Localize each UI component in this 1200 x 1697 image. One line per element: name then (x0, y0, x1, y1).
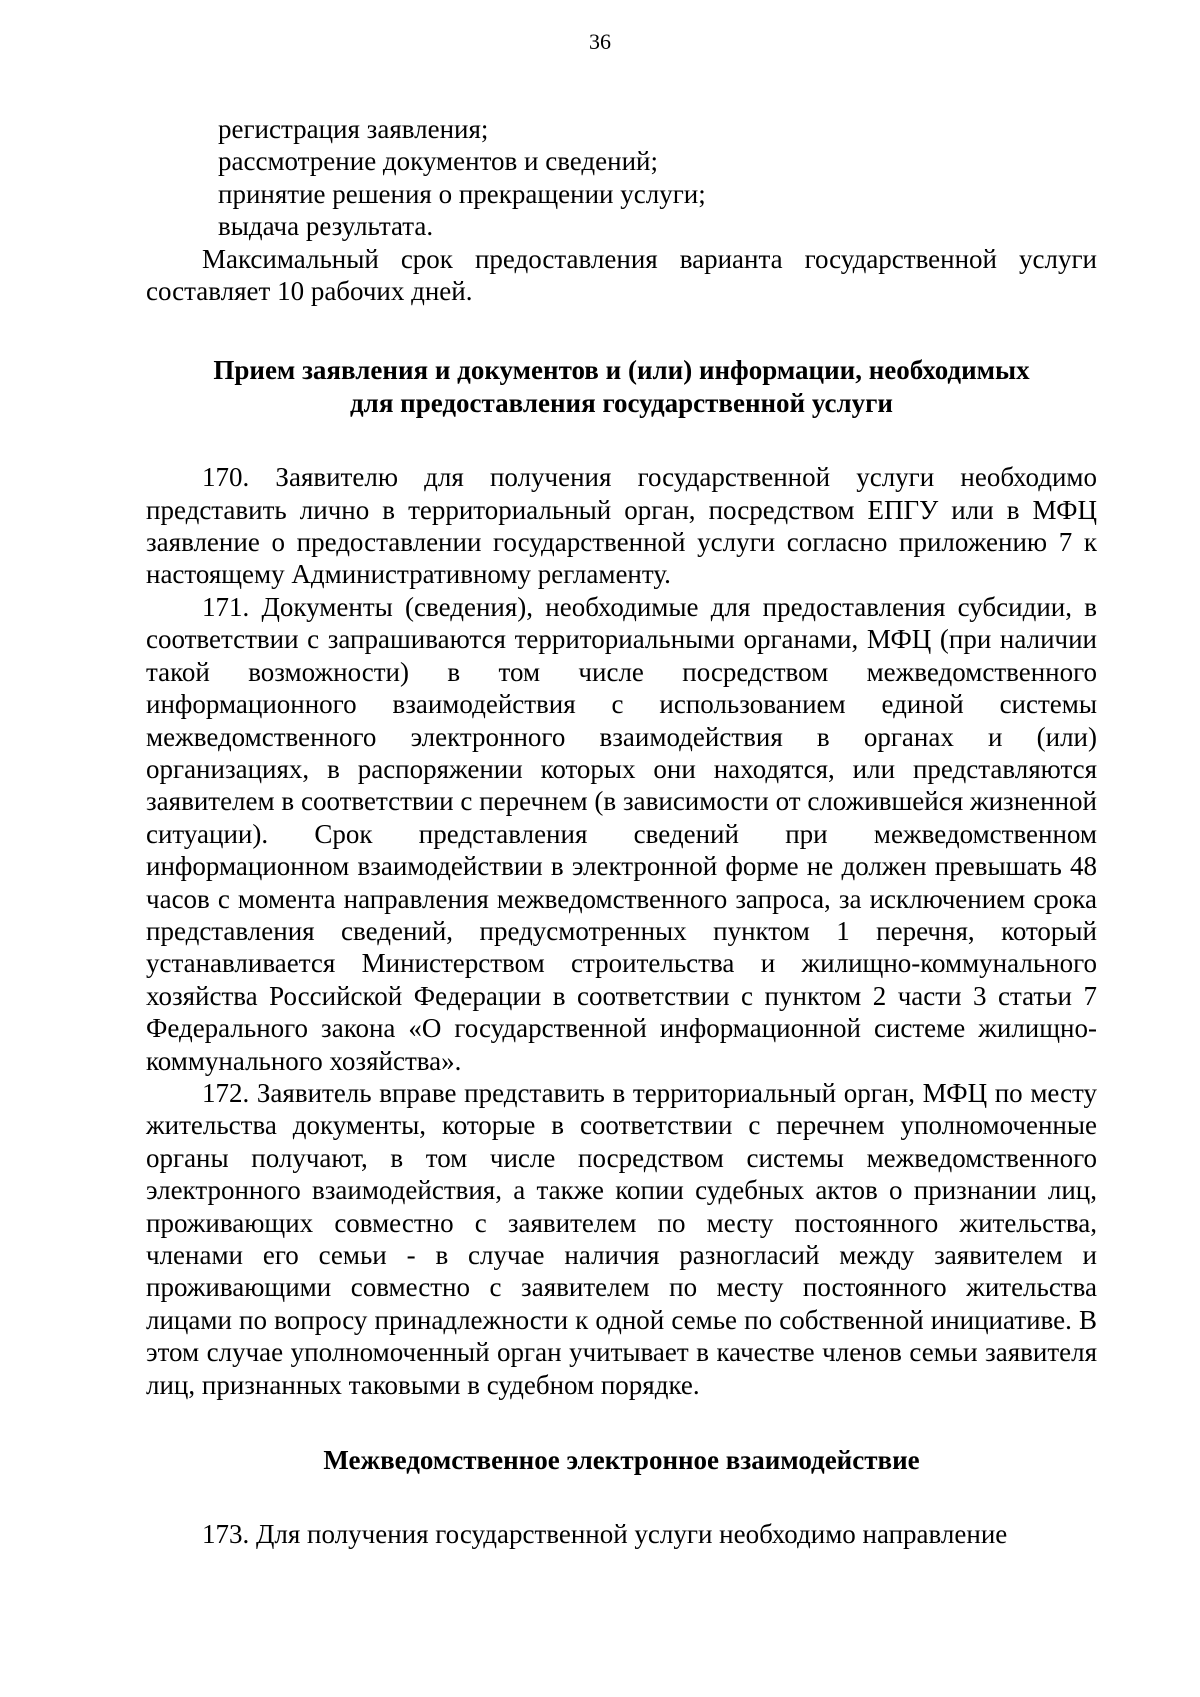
paragraph-173: 173. Для получения государственной услуги необходимо направление (202, 1519, 1008, 1550)
section-heading: Межведомственное электронное взаимодействие (323, 1445, 920, 1476)
section-heading-line: для предоставления государственной услуги (350, 387, 893, 418)
max-term-paragraph: Максимальный срок предоставления варианта государственной услуги составляет 10 рабочих дней. (146, 243, 1097, 307)
document-body (146, 113, 1097, 1551)
step-item: регистрация заявления; (218, 114, 489, 144)
paragraph-172: 172. Заявитель вправе представить в территориальный орган, МФЦ по месту жительства документы, которые в соответствии с перечнем уполномоченные органы получают, в том числе посредством системы межведомственного электронного взаимодействия, а также копии судебных актов о признании лиц, проживающих совместно с заявителем по месту постоянного жительства, членами его семьи - в случае наличия разногласий между заявителем и проживающими совместно с заявителем по месту постоянного жительства лицами по вопросу принадлежности к одной семье по собственной инициативе. В этом случае уполномоченный орган учитывает в качестве членов семьи заявителя лиц, признанных таковыми в судебном порядке. (146, 1077, 1097, 1400)
paragraph-170: 170. Заявителю для получения государственной услуги необходимо представить лично в территориальный орган, посредством ЕПГУ или в МФЦ заявление о предоставлении государственной услуги согласно приложению 7 к настоящему Административному регламенту. (146, 462, 1097, 590)
page-number: 36 (589, 29, 611, 54)
step-item: рассмотрение документов и сведений; (218, 146, 658, 177)
section-heading-line: Прием заявления и документов и (или) информации, необходимых (213, 355, 1030, 386)
step-item: принятие решения о прекращении услуги; (218, 178, 706, 209)
step-item: выдача результата. (218, 211, 434, 242)
paragraph-171: 171. Документы (сведения), необходимые для предоставления субсидии, в соответствии с запрашиваются территориальными органами, МФЦ (при наличии такой возможности) в том числе посредством межведомственного информационного взаимодействия с использованием единой системы межведомственного электронного взаимодействия в органах и (или) организациях, в распоряжении которых они находятся, или представляются заявителем в соответствии с перечнем (в зависимости от сложившейся жизненной ситуации). Срок представления сведений при межведомственном информационном взаимодействии в электронной форме не должен превышать 48 часов с момента направления межведомственного запроса, за исключением срока представления сведений, предусмотренных пунктом 1 перечня, который устанавливается Министерством строительства и жилищно-коммунального хозяйства Российской Федерации в соответствии с пунктом 2 части 3 статьи 7 Федерального закона «О государственной информационной системе жилищно-коммунального хозяйства». (146, 591, 1097, 1076)
